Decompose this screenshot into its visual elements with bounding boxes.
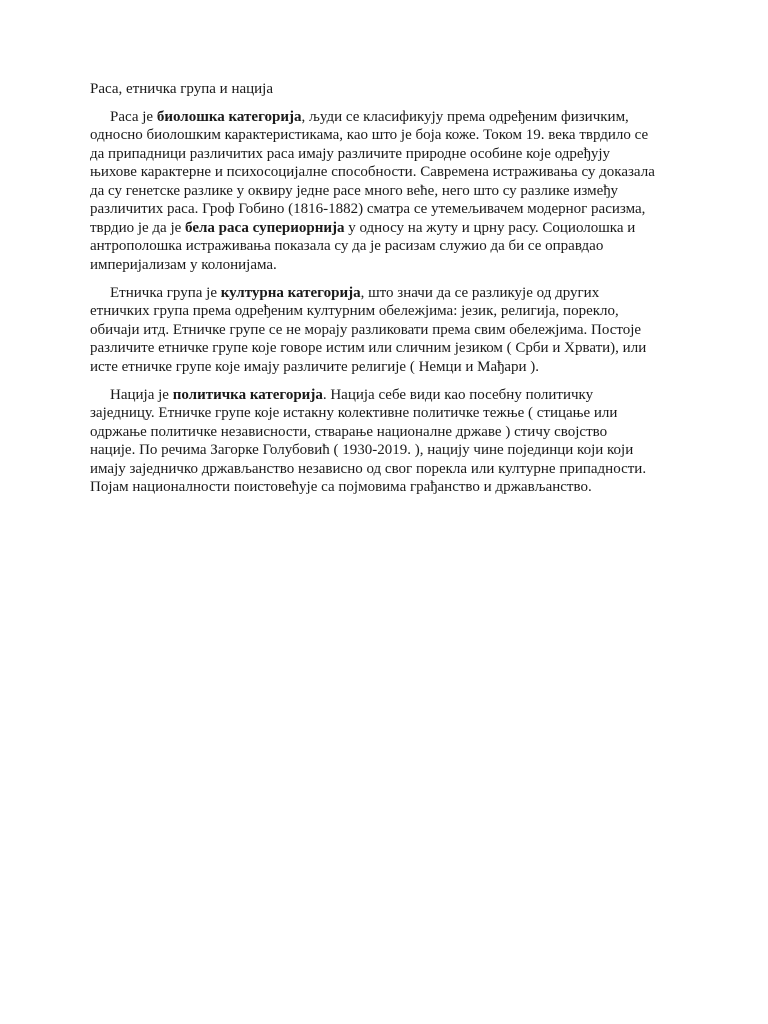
paragraph-line: њихове карактерне и психосоцијалне способности. Савремена истраживања су доказала — [90, 164, 655, 180]
text-run: . Нација себе види као посебну политичку — [322, 386, 594, 403]
paragraph-line — [90, 108, 690, 127]
text-run: , што значи да се разликује од других — [360, 284, 600, 301]
paragraph-line: етничких група према одређеним културним обележјима: језик, религија, порекло, — [90, 303, 619, 319]
document-body — [90, 80, 690, 506]
paragraph-line: исте етничке групе које имају различите религије ( Немци и Мађари ). — [90, 358, 540, 375]
paragraph-line: одржање политичке независности, стварање националне државе ) стичу својство — [90, 423, 608, 440]
paragraph-line: империјализам у колонијама. — [90, 256, 277, 273]
paragraph-line: обичаји итд. Етничке групе се не морају разликовати према свим обележјима. Постоје — [90, 321, 642, 338]
bold-term: биолошка категорија — [156, 108, 302, 125]
paragraph-line: односно биолошким карактеристикама, као што је боја коже. Током 19. века тврдило се — [90, 127, 649, 143]
paragraph-line: антрополошка истраживања показала су да је расизам служио да би се оправдао — [90, 238, 604, 254]
text-run: Етничка група је — [110, 284, 221, 301]
paragraph-line: заједницу. Етничке групе које истакну колективне политичке тежње ( стицање или — [90, 405, 618, 421]
paragraph-nation — [90, 386, 690, 497]
document-title: Раса, етничка група и нација — [90, 81, 274, 97]
text-run: , људи се класификују према одређеним физичким, — [301, 108, 629, 125]
text-run: тврдио је да је — [90, 219, 186, 236]
paragraph-line — [90, 284, 690, 303]
text-run: у односу на жуту и црну расу. Социолошка и — [344, 219, 636, 236]
paragraph-line: да припадници различитих раса имају различите природне особине које одређују — [90, 145, 610, 162]
bold-term: политичка категорија — [172, 386, 323, 403]
bold-term: бела раса супериорнија — [185, 219, 345, 236]
text-run: Нација је — [110, 386, 173, 403]
paragraph-line: различите етничке групе које говоре истим или сличним језиком ( Срби и Хрвати), или — [90, 340, 647, 356]
paragraph-line: нације. По речима Загорке Голубовић ( 1930-2019. ), нацију чине појединци који који — [90, 442, 634, 458]
text-run: Раса је — [110, 108, 157, 125]
paragraph-line — [90, 219, 690, 238]
paragraph-line — [90, 386, 690, 405]
paragraph-line: имају заједничко држављанство независно од свог порекла или културне припадности. — [90, 460, 647, 477]
paragraph-line: да су генетске разлике у оквиру једне расе много веће, него што су разлике између — [90, 182, 618, 199]
bold-term: културна категорија — [220, 284, 361, 301]
paragraph-ethnic-group — [90, 284, 690, 377]
paragraph-race — [90, 108, 690, 275]
paragraph-line: Појам националности поистовећује са појмовима грађанство и држављанство. — [90, 479, 592, 495]
paragraph-line: различитих раса. Гроф Гобино (1816-1882) сматра се утемељивачем модерног расизма, — [90, 201, 646, 217]
